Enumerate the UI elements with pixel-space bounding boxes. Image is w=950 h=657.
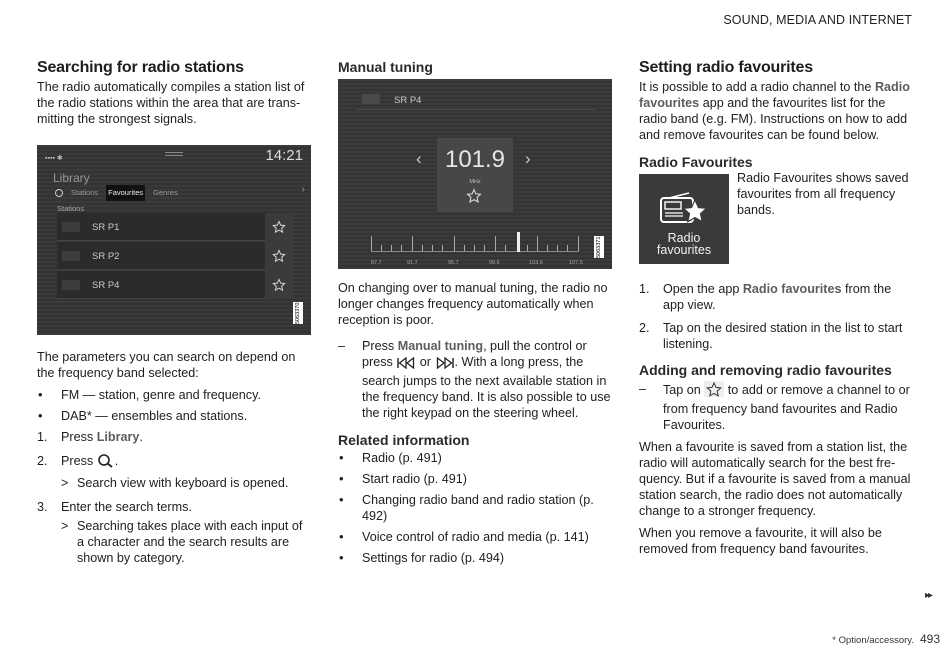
scale-label: 91.7 <box>407 260 418 266</box>
step-text: . <box>139 430 143 444</box>
ui-label-radio-favourites: Radio favourites <box>742 282 842 296</box>
chevron-left-icon: ‹ <box>416 149 422 168</box>
heading-manual-tuning: Manual tuning <box>338 59 433 75</box>
step-number: 3. <box>37 500 48 514</box>
instruction-text: Tap on <box>663 383 705 397</box>
heading-related-information: Related information <box>338 432 470 448</box>
scale-label: 99.6 <box>489 260 500 266</box>
column-favourites <box>639 58 914 563</box>
related-list <box>338 450 613 566</box>
step-text: . <box>114 454 119 468</box>
result-text: Search view with keyboard is opened. <box>77 476 289 490</box>
favourite-search-text: When a favourite is saved from a station list, the radio will automatically search for the best fre-quency. But if a favourite is saved from a manual station search, the radio does not automatically change to a stronger frequency. <box>639 440 911 518</box>
screen-title: Library <box>53 171 90 185</box>
scale-ticks <box>371 237 579 252</box>
related-link[interactable]: • Voice control of radio and media (p. 141) <box>338 529 613 545</box>
step-text: Enter the search terms. <box>61 500 192 514</box>
scale-label: 95.7 <box>448 260 459 266</box>
star-icon <box>466 188 482 208</box>
instruction-text: , pull the control or press <box>362 339 587 369</box>
step-number: 2. <box>639 321 650 335</box>
station-thumbnail <box>62 280 80 290</box>
step-number: 2. <box>37 454 48 468</box>
heading-radio-favourites: Radio Favourites <box>639 154 753 170</box>
station-name: SR P4 <box>394 95 422 106</box>
dash-marker: – <box>338 339 346 353</box>
skip-back-icon <box>396 357 416 373</box>
intro-text: The radio automatically compiles a station list of the radio stations within the area that are trans-mitting the strongest signals. <box>37 80 305 126</box>
station-row <box>57 271 293 299</box>
add-remove-instruction <box>639 381 914 433</box>
station-row <box>57 213 293 241</box>
station-name: SR P1 <box>92 222 120 233</box>
manual-tuning-screen-image <box>338 79 612 269</box>
heading-setting-favourites: Setting radio favourites <box>639 59 813 76</box>
image-code: 5063370 <box>295 302 301 324</box>
search-icon <box>97 453 115 472</box>
step-result <box>61 518 312 566</box>
fav-step-1 <box>639 281 914 313</box>
status-bar-icons: ▪▪▪▪ ✱ <box>45 155 63 162</box>
step-number: 1. <box>37 430 48 444</box>
instruction-text: to add or remove a channel to or from frequency band favourites and Radio Favourites. <box>663 383 910 432</box>
column-searching <box>37 58 312 571</box>
instruction-text: Press <box>362 339 398 353</box>
favourites-intro <box>639 79 914 143</box>
station-name: SR P4 <box>92 280 120 291</box>
intro-text: It is possible to add a radio channel to the <box>639 80 875 94</box>
step-text: Tap on the desired station in the list to start listening. <box>663 321 903 351</box>
tab-favourites: Favourites <box>106 185 145 201</box>
scale-label: 107.5 <box>569 260 583 266</box>
scale-label: 87.7 <box>371 260 382 266</box>
related-link[interactable]: • Radio (p. 491) <box>338 450 613 466</box>
frequency-box <box>437 138 513 212</box>
section-label: Stations <box>57 204 85 213</box>
page-footer <box>832 631 940 649</box>
fav-step-2 <box>639 320 914 352</box>
star-icon <box>704 381 724 401</box>
list-item: • FM — station, genre and frequency. <box>37 387 312 403</box>
instruction-text: . With a long press, the search jumps to the next available station in the frequency band. It is also possible to use the right keypad on the steering wheel. <box>362 355 611 420</box>
star-icon <box>265 213 293 241</box>
library-screen-image <box>37 145 311 335</box>
station-thumbnail <box>62 222 80 232</box>
step-result <box>61 475 312 491</box>
manual-tuning-text: On changing over to manual tuning, the radio no longer changes frequency automatically when reception is poor. <box>338 281 608 327</box>
frequency-needle <box>517 232 520 252</box>
ui-label-manual-tuning: Manual tuning <box>397 339 484 353</box>
step-text: Open the app <box>663 282 743 296</box>
radio-favourites-block <box>639 171 914 267</box>
star-icon <box>265 271 293 299</box>
radio-star-icon <box>659 192 707 228</box>
tile-label-line: Radio <box>667 231 701 245</box>
skip-forward-icon <box>435 357 455 373</box>
params-intro: The parameters you can search on depend on the frequency band selected: <box>37 350 296 380</box>
frequency-unit: MHz <box>469 179 481 185</box>
step-1 <box>37 429 312 445</box>
screen-time: 14:21 <box>265 147 303 164</box>
station-row <box>356 88 596 110</box>
drag-handle-icon <box>165 152 183 156</box>
station-row <box>57 242 293 270</box>
station-name: SR P2 <box>92 251 120 262</box>
intro-text: app and the favourites list for the radio band (e.g. FM). Instructions on how to add and remove favourites can be found below. <box>639 96 908 142</box>
search-icon <box>55 189 63 197</box>
favourite-remove-text: When you remove a favourite, it will also be removed from frequency band favourites. <box>639 526 882 556</box>
tile-label <box>639 232 729 256</box>
station-thumbnail <box>362 94 380 104</box>
page-number: 493 <box>919 632 940 646</box>
tab-genres: Genres <box>153 188 178 197</box>
step-2 <box>37 453 312 491</box>
tab-stations: Stations <box>71 188 99 197</box>
chevron-right-icon: › <box>525 149 531 168</box>
heading-searching: Searching for radio stations <box>37 59 244 76</box>
instruction-text: or <box>416 355 435 369</box>
radio-favourites-app-tile <box>639 174 729 264</box>
ui-label-library: Library <box>96 430 140 444</box>
next-page-icon: ▸▸ <box>925 590 932 601</box>
related-link[interactable]: • Start radio (p. 491) <box>338 471 613 487</box>
result-marker: > <box>61 519 69 533</box>
step-text: Press <box>61 454 97 468</box>
params-list <box>37 387 312 424</box>
heading-adding-removing: Adding and removing radio favourites <box>639 362 892 378</box>
related-link[interactable]: • Settings for radio (p. 494) <box>338 550 613 566</box>
tile-description: Radio Favourites shows saved favourites from all frequency bands. <box>737 171 909 217</box>
step-text: Press <box>61 430 97 444</box>
column-manual-tuning <box>338 58 613 571</box>
frequency-scale <box>371 237 583 266</box>
screen-tabs <box>55 185 178 201</box>
manual-tuning-instruction <box>338 338 613 421</box>
chevron-right-icon: › <box>301 184 305 195</box>
scale-label: 103.6 <box>529 260 543 266</box>
dash-marker: – <box>639 382 647 396</box>
footnote: * Option/accessory. <box>832 635 914 646</box>
result-text: Searching takes place with each input of a character and the search results are shown by category. <box>77 519 303 565</box>
image-code: 5063371 <box>596 236 602 258</box>
station-thumbnail <box>62 251 80 261</box>
frequency-value: 101.9 <box>444 146 506 173</box>
tile-label-line: favourites <box>656 243 712 257</box>
ui-label-radio-favourites: Radio favourites <box>639 80 910 110</box>
list-item: • DAB* — ensembles and stations. <box>37 408 312 424</box>
step-3 <box>37 499 312 566</box>
step-text: from the app view. <box>663 282 892 312</box>
star-icon <box>265 242 293 270</box>
step-number: 1. <box>639 282 650 296</box>
result-marker: > <box>61 476 69 490</box>
related-link[interactable]: • Changing radio band and radio station (p. 492) <box>338 492 613 524</box>
section-title: SOUND, MEDIA AND INTERNET <box>723 13 912 27</box>
